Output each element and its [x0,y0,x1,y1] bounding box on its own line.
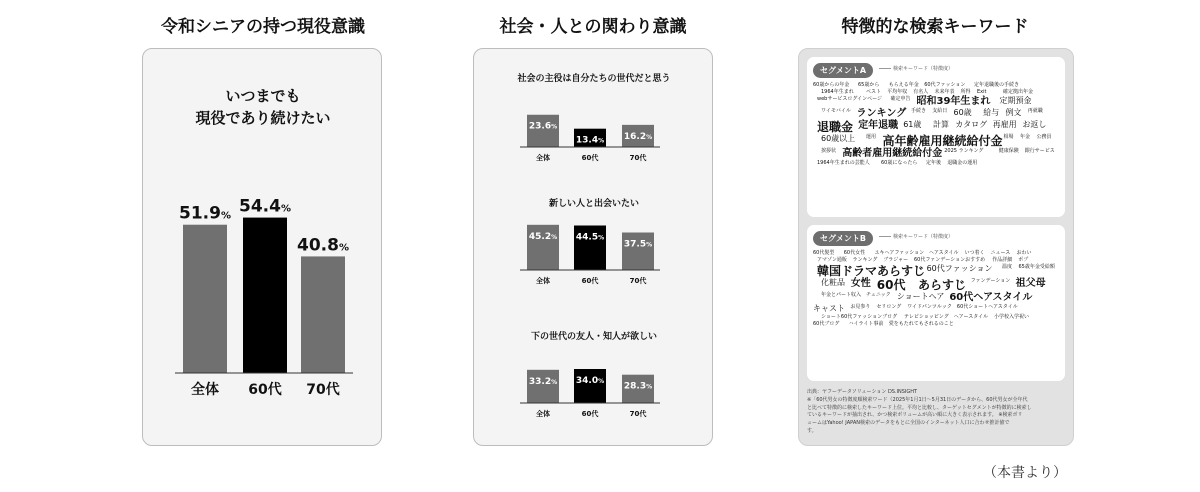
panel-title-social-awareness: 社会・人との関わり意識 [499,17,687,37]
keyword: 高齢者雇用継続給付金 [842,148,943,159]
value-unit: % [551,123,558,131]
credit-line: ュームはYahoo! JAPAN検索のデータをもとに全国のインターネット人口に合わせ推計値で [807,420,1010,426]
category-label-1-3: 70代 [306,382,340,398]
value-unit: % [551,233,558,241]
keyword: 年金とパート収入 [821,292,862,298]
keyword: 60代女性 [843,250,866,256]
keyword: 定期預金 [999,96,1032,105]
keyword: 60歳からの年金 [813,82,850,88]
keyword: 韓国ドラマあらすじ [817,264,926,278]
keyword: お見参り [850,304,871,310]
keyword: 退職金の運用 [947,160,978,166]
keyword: セリロング [876,304,902,310]
keyword: ハイライト事前 [848,321,884,327]
chart-title-2: 社会の主役は自分たちの世代だと思う [517,74,671,84]
keyword: 60代ショートヘアスタイル [956,304,1018,310]
chart-title-3: 新しい人と出会いたい [548,199,640,209]
credit-line: と比べて特徴的に検索したキーワード上位。平均と比較し、ターゲットセグメントが特徴的に検索し [807,404,1032,411]
keyword: ランキング [856,108,907,119]
keyword: 未来年表 [934,89,955,95]
keyword: 再雇用 [992,120,1017,129]
keyword: 65歳年金受給額 [1018,264,1055,270]
bar-charts-social-awareness [474,49,714,447]
keyword: 手続き [911,108,927,114]
keyword: ヘアースタイル [953,314,989,320]
keyword: 計算 [933,120,949,129]
keyword: おわい [1016,250,1032,256]
keyword: 60代ファッション [926,264,993,273]
keyword: 健康保険 [998,148,1019,154]
keyword: 定年退職後の手続き [974,82,1020,88]
panel-title-search-keywords: 特徴的な検索キーワード [841,17,1029,37]
category-label-4-1: 全体 [536,410,550,418]
keyword: 昭和39年生まれ [916,96,991,107]
keyword: カタログ [955,120,988,129]
keyword: ニュース [990,250,1011,256]
value-label-4-2: 34.0% [575,376,605,386]
category-label-1-1: 全体 [191,382,219,398]
keyword: 60代 [876,278,906,292]
value-unit: % [646,133,653,141]
keyword: 確定拠出年金 [1003,89,1034,95]
value-unit: % [280,203,291,215]
category-label-1-2: 60代 [248,382,282,398]
value-label-3-1: 45.2% [528,231,558,242]
keyword: あらすじ [918,278,967,292]
keyword: 支給日 [932,108,948,114]
keyword: 給与 [983,108,1000,117]
value-label-2-2: 13.4% [575,135,605,146]
source-credit [807,389,1067,436]
keyword: ショートヘア [896,292,945,301]
category-label-3-1: 全体 [536,277,550,285]
keyword: 小学校入学祝い [994,314,1030,320]
keyword: ショート60代ファッションブログ [821,314,898,320]
keyword: アマゾン通販 [817,257,847,263]
keyword: チュニック [866,292,891,298]
category-label-4-3: 70代 [629,410,647,418]
keyword: 定年退職 [858,120,899,131]
bar-1-3 [301,256,345,373]
value-label-2-1: 23.6% [528,121,558,132]
category-label-2-3: 70代 [629,154,647,162]
keyword: 女性 [850,278,871,289]
keyword: Exit [977,89,987,95]
keyword: 1964年生まれの芸能人 [817,160,870,166]
keyword: お返し [1022,120,1047,129]
category-label-2-2: 60代 [581,154,599,162]
keyword: 60歳 [953,108,972,117]
keyword: webサービスログインページ [817,96,882,102]
keyword: ワイドパンツルック [907,304,952,310]
segment-a-word-cloud [807,81,1065,215]
bar-3-3 [622,233,654,271]
keyword: 有名人 [913,89,929,95]
panel-title-senior-awareness: 令和シニアの持つ現役意識 [161,17,365,37]
keyword: 2025 ランキング [944,148,984,154]
keyword: テレビショッピング [904,314,949,320]
keyword: 再就職 [1027,108,1043,114]
segment-b-label: セグメントB [813,231,873,246]
bar-1-2 [243,218,287,373]
chart-title-4: 下の世代の友人・知人が欲しい [530,332,658,342]
value-label-1-1: 51.9% [179,203,231,224]
keyword: 祖父母 [1015,278,1046,289]
value-label-2-3: 16.2% [623,131,653,142]
value-unit: % [338,242,349,254]
credit-line: す。 [807,427,817,434]
keyword: 60代ブログ [813,321,840,327]
value-label-3-3: 37.5% [623,239,653,250]
category-label-3-2: 60代 [581,277,599,285]
keyword: 挨拶状 [821,148,837,154]
keyword: 高年齢雇用継続給付金 [882,134,1003,148]
credit-line: 出典：ヤフーデータソリューション DS.INSIGHT [807,389,918,395]
keyword: ユキヘアファッション [874,250,925,256]
keyword: 61歳 [903,120,922,129]
keyword: 60歳以上 [821,134,856,143]
category-label-4-2: 60代 [581,410,599,418]
keyword: 所得 [960,89,971,95]
keyword: 1964年生まれ [821,89,854,95]
chart-title-line: いつまでも [225,87,301,105]
keyword: ランキング [852,257,878,263]
keyword: ブラジャー [883,257,909,263]
keyword: 作品詳細 [992,257,1013,263]
bar-4-2 [574,369,606,403]
keyword: 公務員 [1036,134,1052,140]
keyword: 例文 [1005,108,1022,117]
keyword: ベスト [866,89,882,95]
segment-b-word-cloud [807,249,1065,379]
value-label-1-3: 40.8% [297,235,349,256]
keyword: 60歳になったら [881,160,918,166]
credit-line: ※「60代男女の特徴度順検索ワード（2025年1月1日～5月31日のデータから、60代男女が全年代 [807,396,1028,403]
keyword: 60代髪型 [813,250,835,256]
value-unit: % [646,241,653,249]
keyword: もらえる年金 [888,82,919,88]
category-label-2-1: 全体 [536,154,550,162]
keyword: 運用 [866,134,877,140]
source-note: （本書より） [983,465,1067,481]
value-unit: % [551,378,558,386]
value-unit: % [598,378,605,385]
value-label-4-1: 33.2% [528,376,558,387]
value-label-4-3: 28.3% [623,381,653,392]
value-unit: % [646,383,653,391]
keyword: 確定申告 [890,96,911,102]
category-label-3-3: 70代 [629,277,647,285]
value-unit: % [598,234,605,242]
bar-chart-active-awareness [143,49,383,447]
segment-a-label: セグメントA [813,63,873,78]
value-label-1-2: 54.4% [239,196,291,217]
keyword: 化粧品 [821,278,845,287]
value-unit: % [220,210,231,222]
keyword: ワイモバイル [821,108,851,114]
keyword: 銀行サービス [1024,148,1055,154]
keyword-card [798,48,1074,446]
credit-line: ているキーワードが抽出され、かつ検索ボリュームが高い順に大きく表示されます。 ※検索ボリ [807,412,1023,419]
segment-a-header: 検索キーワード（特徴度） [893,66,954,72]
keyword: ファンデーション [970,278,1011,284]
keyword: ヘアスタイル [929,250,959,256]
keyword: 年金 [1020,134,1031,140]
chart-card-social-awareness [473,48,713,446]
keyword: 退職金 [817,120,854,134]
keyword: 相場 [1003,134,1014,140]
segment-a-box [807,57,1065,217]
keyword: 60代ファッション [924,82,966,88]
keyword: 愛をもたれてもされるのこと [888,321,954,327]
value-label-3-2: 44.5% [575,232,605,243]
chart-title-line: 現役であり続けたい [195,109,331,127]
bar-1-1 [183,225,227,373]
chart-card-active-awareness [142,48,382,446]
keyword: 温度 [1002,264,1013,270]
segment-b-header: 検索キーワード（特徴度） [893,234,954,240]
keyword: 定年後 [926,160,942,166]
keyword: 60代ファンデーションおすすめ [914,257,986,263]
keyword: 65歳から [858,82,880,88]
keyword: ポプ [1018,257,1029,263]
keyword: 60代ヘアスタイル [949,292,1033,303]
value-unit: % [598,137,605,145]
keyword: いつ着く [964,250,985,256]
segment-b-box [807,225,1065,381]
keyword: キャスト [813,304,845,313]
keyword: 平均年収 [887,89,908,95]
